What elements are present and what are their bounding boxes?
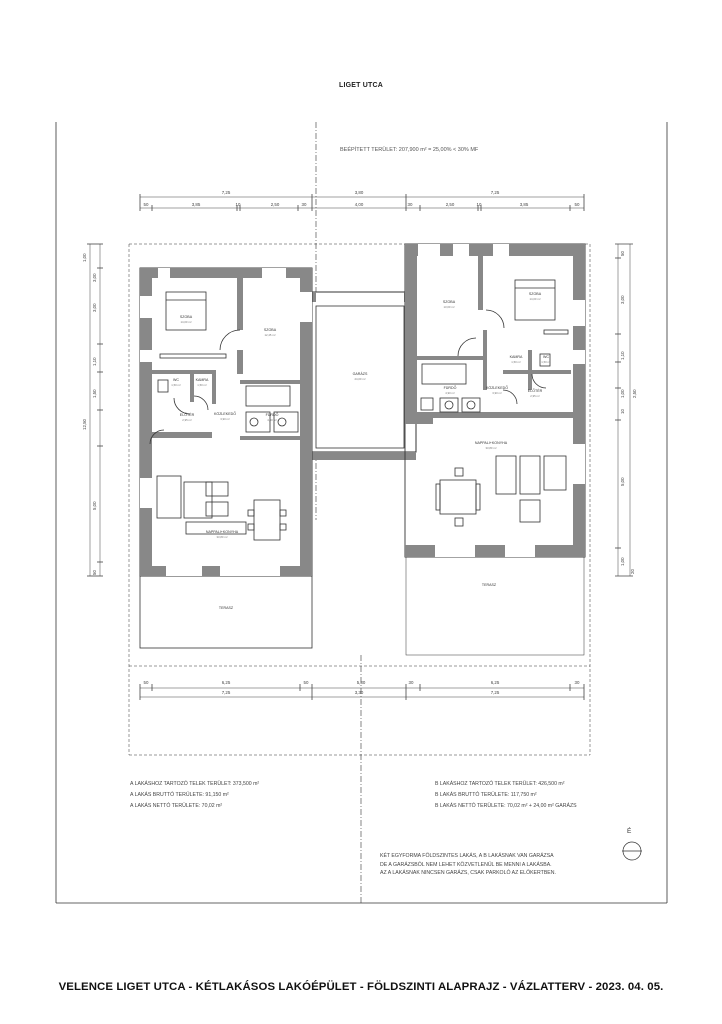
room-label: NAPPALI+KONYHA 33,80 m²: [205, 530, 239, 539]
note-line: AZ A LAKÁSNAK NINCSEN GARÁZS, CSAK PARKOLÓ AZ ELŐKERTBEN.: [380, 870, 556, 876]
dim-left-detail: 1,10: [92, 357, 97, 366]
dim-left-detail: 1,00: [82, 253, 87, 262]
dim-bottom-detail: 6,25: [490, 680, 500, 685]
dim-bottom-total: 7,25: [490, 690, 500, 695]
dim-top-detail: 10: [235, 202, 241, 207]
room-label: SZOBA 12,45 m²: [263, 328, 277, 337]
dim-left-detail: 3,00: [92, 273, 97, 282]
room-label: TERASZ: [218, 606, 234, 610]
note-line: B LAKÁS NETTÓ TERÜLETE: 70,02 m² + 24,00 m² GARÁZS: [435, 803, 577, 809]
dim-top-detail: 2,50: [445, 202, 455, 207]
room-label: KAMRA 1,50 m²: [509, 355, 523, 364]
dim-bottom-total: 7,25: [221, 690, 231, 695]
dim-left-detail: 1,50: [92, 389, 97, 398]
note-line: KÉT EGYFORMA FÖLDSZINTES LAKÁS, A B LAKÁSNAK VAN GARÁZSA: [380, 853, 554, 859]
room-label: WC 1,50 m²: [541, 355, 551, 364]
dim-right-detail: 1,00: [620, 557, 625, 566]
dim-right-detail: 50: [620, 251, 625, 256]
dim-right-detail: 20: [630, 569, 635, 574]
room-label: ELŐTÉR 2,95 m²: [179, 413, 195, 422]
dim-top-detail: 10: [476, 202, 482, 207]
dim-left-total: 12,50: [82, 419, 87, 430]
room-label: KÖZLEKEDŐ 3,90 m²: [486, 386, 508, 395]
dim-right-detail: 10: [620, 409, 625, 414]
dim-top-total-a: 7,25: [221, 190, 231, 195]
north-symbol: [622, 842, 642, 860]
dim-top-detail: 30: [407, 202, 413, 207]
unit-b: [405, 244, 585, 557]
dim-bottom-detail: 6,25: [221, 680, 231, 685]
room-label: SZOBA 13,00 m²: [442, 300, 456, 309]
note-line: A LAKÁSHOZ TARTOZÓ TELEK TERÜLET: 373,500 m²: [130, 781, 260, 787]
drawing-title: VELENCE LIGET UTCA - KÉTLAKÁSOS LAKÓÉPÜLET - FÖLDSZINTI ALAPRAJZ - VÁZLATTERV - 2023. 04. 05.: [58, 981, 664, 993]
room-label: FÜRDŐ 4,90 m²: [443, 386, 457, 395]
dim-bottom-detail: 5,30: [356, 680, 366, 685]
dim-top-detail: 30: [301, 202, 307, 207]
dim-bottom-detail: 30: [574, 680, 580, 685]
room-label-garage: GARÁZS 24,00 m²: [352, 372, 368, 381]
room-label: FÜRDŐ 4,90 m²: [265, 413, 279, 422]
dim-bottom-detail: 50: [143, 680, 149, 685]
room-label: SZOBA 14,00 m²: [179, 315, 193, 324]
note-line: A LAKÁS NETTÓ TERÜLETE: 70,02 m²: [130, 803, 223, 809]
note-line: B LAKÁSHOZ TARTOZÓ TELEK TERÜLET: 426,500 m²: [435, 781, 565, 787]
room-label: KÖZLEKEDŐ 3,90 m²: [214, 412, 236, 421]
unit-a-notes: [130, 779, 259, 812]
dim-top-detail: 4,00: [354, 202, 364, 207]
room-label: TERASZ: [481, 583, 497, 587]
general-notes: [380, 852, 556, 878]
dim-top-total-garage: 3,80: [354, 190, 364, 195]
note-line: B LAKÁS BRUTTÓ TERÜLETE: 117,750 m²: [435, 792, 537, 798]
coverage-note: BEÉPÍTETT TERÜLET: 207,900 m² = 25,00% < 30% MF: [340, 147, 479, 153]
dim-right-detail: 5,00: [620, 477, 625, 486]
dim-bottom-detail: 30: [408, 680, 414, 685]
dim-bottom-detail: 50: [303, 680, 309, 685]
street-name: LIGET UTCA: [339, 82, 383, 89]
dim-bottom-total: 3,30: [354, 690, 364, 695]
dim-right-detail: 1,00: [620, 389, 625, 398]
dim-left-detail: 5,00: [92, 501, 97, 510]
room-label: ELŐTÉR 2,95 m²: [527, 389, 543, 398]
dim-top-detail: 50: [143, 202, 149, 207]
axis-lines: [316, 122, 361, 903]
dim-top-total-b: 7,25: [490, 190, 500, 195]
dim-right-total: 2,50: [632, 389, 637, 398]
note-line: DE A GARÁZSBÓL NEM LEHET KÖZVETLENÜL BE MENNI A LAKÁSBA.: [380, 861, 552, 868]
dim-left-detail: 3,00: [92, 303, 97, 312]
dim-right-detail: 3,00: [620, 295, 625, 304]
dim-top-detail: 50: [574, 202, 580, 207]
dim-right-detail: 1,10: [620, 351, 625, 360]
dim-top-detail: 2,50: [270, 202, 280, 207]
north-label: É: [627, 828, 632, 835]
unit-b-notes: [435, 779, 577, 812]
room-label: KAMRA 1,50 m²: [195, 378, 209, 387]
dim-left-detail: 50: [92, 570, 97, 575]
room-label: WC 1,50 m²: [171, 378, 181, 387]
room-label: NAPPALI+KONYHA 33,80 m²: [474, 441, 508, 450]
note-line: A LAKÁS BRUTTÓ TERÜLETE: 91,150 m²: [130, 792, 229, 798]
dim-top-detail: 3,85: [519, 202, 529, 207]
room-label: SZOBA 14,00 m²: [528, 292, 542, 301]
dim-top-detail: 3,85: [191, 202, 201, 207]
